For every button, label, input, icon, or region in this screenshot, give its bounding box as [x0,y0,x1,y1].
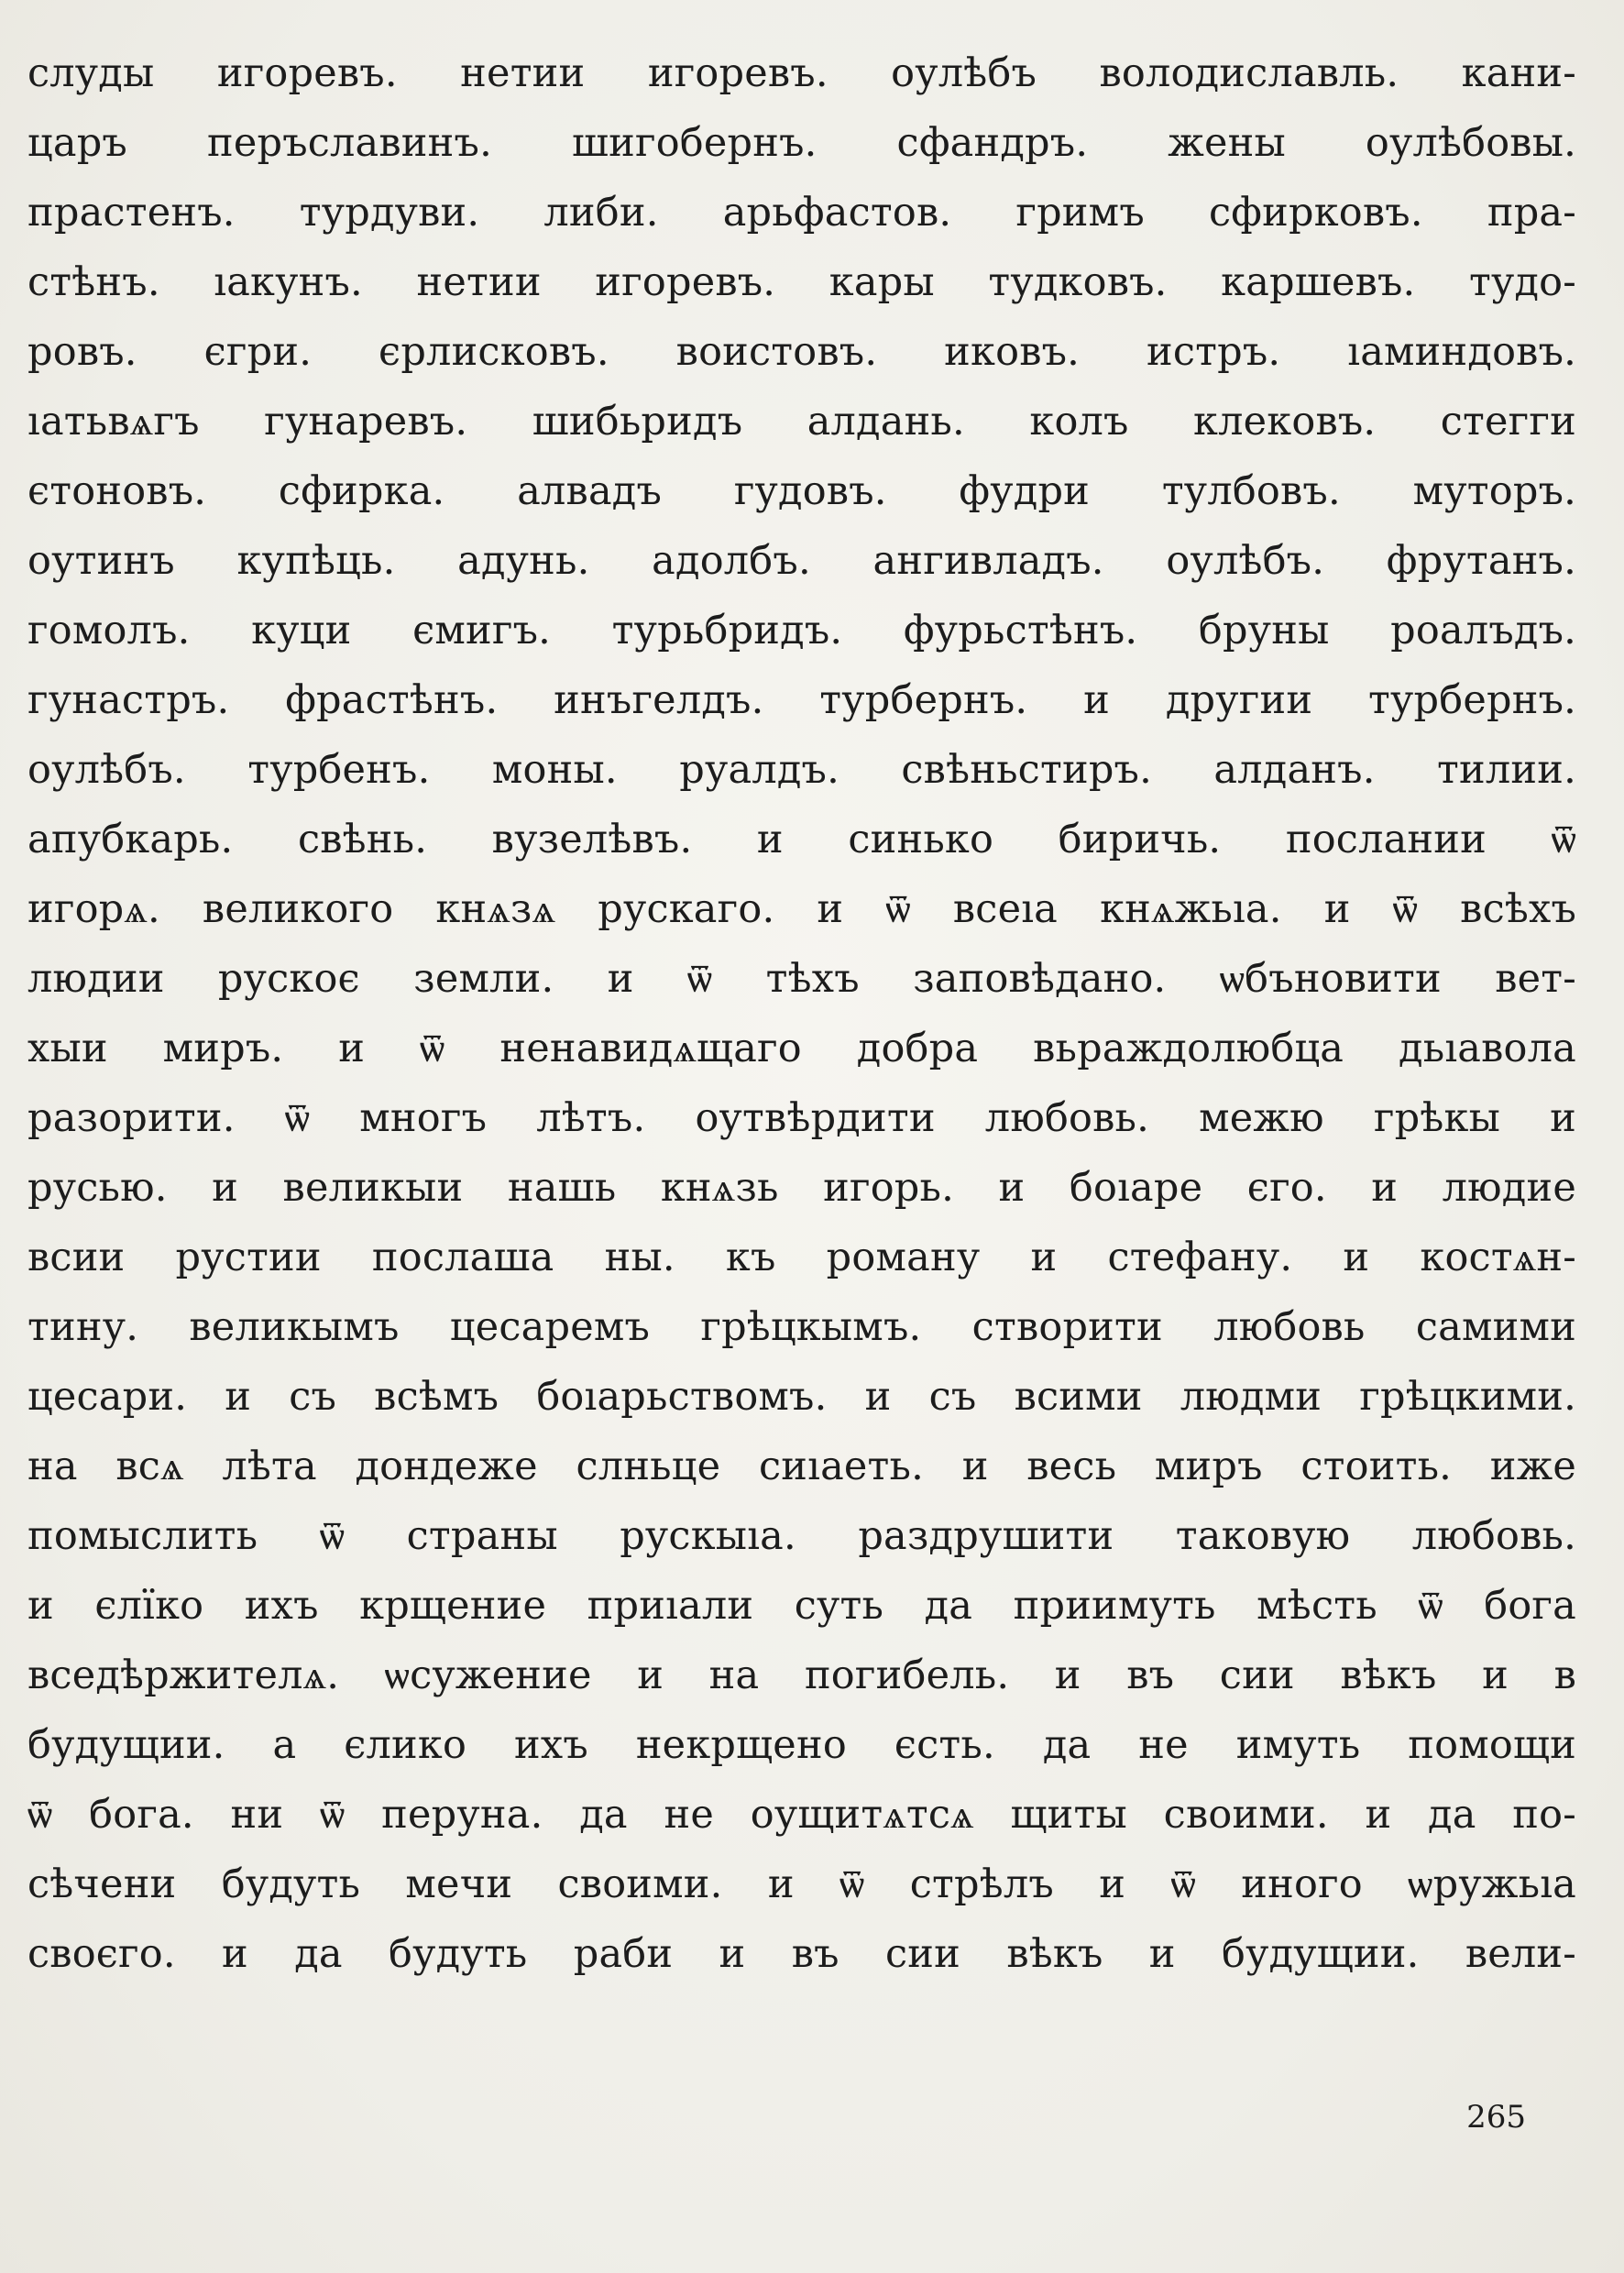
text-line: тину. великымъ цесаремъ грѣцкымъ. створити любовь самими [27,1304,1576,1350]
text-line: стѣнъ. ıакунъ. нетии игоревъ. кары тудковъ. каршевъ. тудо- [27,259,1576,305]
text-line: сѣчени будуть мечи своими. и ѿ стрѣлъ и ѿ иного ѡружьıа [27,1861,1576,1907]
text-line: и єлїко ихъ крщение приıали суть да приимуть мѣсть ѿ бога [27,1583,1576,1629]
text-line: царъ перъславинъ. шигобернъ. сфандръ. жены оулѣбовы. [27,120,1576,166]
page-number: 265 [1466,2099,1526,2136]
text-line: єтоновъ. сфирка. алвадъ гудовъ. фудри тулбовъ. муторъ. [27,468,1576,514]
text-line: оутинъ купѣць. адунь. адолбъ. ангивладъ. оулѣбъ. фрутанъ. [27,538,1576,584]
text-line: ровъ. єгри. єрлисковъ. воистовъ. иковъ. истръ. ıаминдовъ. [27,329,1576,375]
text-line: игорѧ. великого кнѧзѧ рускаго. и ѿ всеıа кнѧжьıа. и ѿ всѣхъ [27,886,1576,932]
text-line: цесари. и съ всѣмъ боıарьствомъ. и съ всими людми грѣцкими. [27,1374,1576,1420]
text-line: ıатьвѧгъ гунаревъ. шибьридъ алдань. колъ клековъ. стегги [27,399,1576,445]
text-line: людии рускоє земли. и ѿ тѣхъ заповѣдано. ѡбъновити вет- [27,956,1576,1002]
text-line: гунастръ. фрастѣнъ. инъгелдъ. турбернъ. и другии турбернъ. [27,677,1576,723]
text-line: вседѣржителѧ. ѡсужение и на погибель. и въ сии вѣкъ и в [27,1653,1576,1698]
text-line: разорити. ѿ многъ лѣтъ. оутвѣрдити любовь. межю грѣкы и [27,1095,1576,1141]
text-line: на всѧ лѣта дондеже слньце сиıаеть. и весь миръ стоить. иже [27,1444,1576,1489]
text-line: гомолъ. куци ємигъ. турьбридъ. фурьстѣнъ. бруны роалъдъ. [27,608,1576,653]
text-line: прастенъ. турдуви. либи. арьфастов. гримъ сфирковъ. пра- [27,190,1576,236]
text-line: апубкарь. свѣнь. вузелѣвъ. и синько биричь. послании ѿ [27,817,1576,862]
text-line: русью. и великыи нашь кнѧзь игорь. и боıаре єго. и людие [27,1165,1576,1211]
text-line: хыи миръ. и ѿ ненавидѧщаго добра вьраждолюбца дьıавола [27,1026,1576,1071]
text-line: своєго. и да будуть раби и въ сии вѣкъ и будущии. вели- [27,1931,1576,1977]
body-text [27,38,1576,1989]
text-line: ѿ бога. ни ѿ перуна. да не оущитѧтсѧ щиты своими. и да по- [27,1792,1576,1838]
text-line: будущии. а єлико ихъ некрщено єсть. да не имуть помощи [27,1722,1576,1768]
text-line: слуды игоревъ. нетии игоревъ. оулѣбъ володиславль. кани- [27,50,1576,96]
text-line: всии рустии послаша ны. къ роману и стефану. и костѧн- [27,1235,1576,1280]
text-line: оулѣбъ. турбенъ. моны. руалдъ. свѣньстиръ. алданъ. тилии. [27,747,1576,793]
text-line: помыслить ѿ страны рускыıа. раздрушити таковую любовь. [27,1513,1576,1559]
